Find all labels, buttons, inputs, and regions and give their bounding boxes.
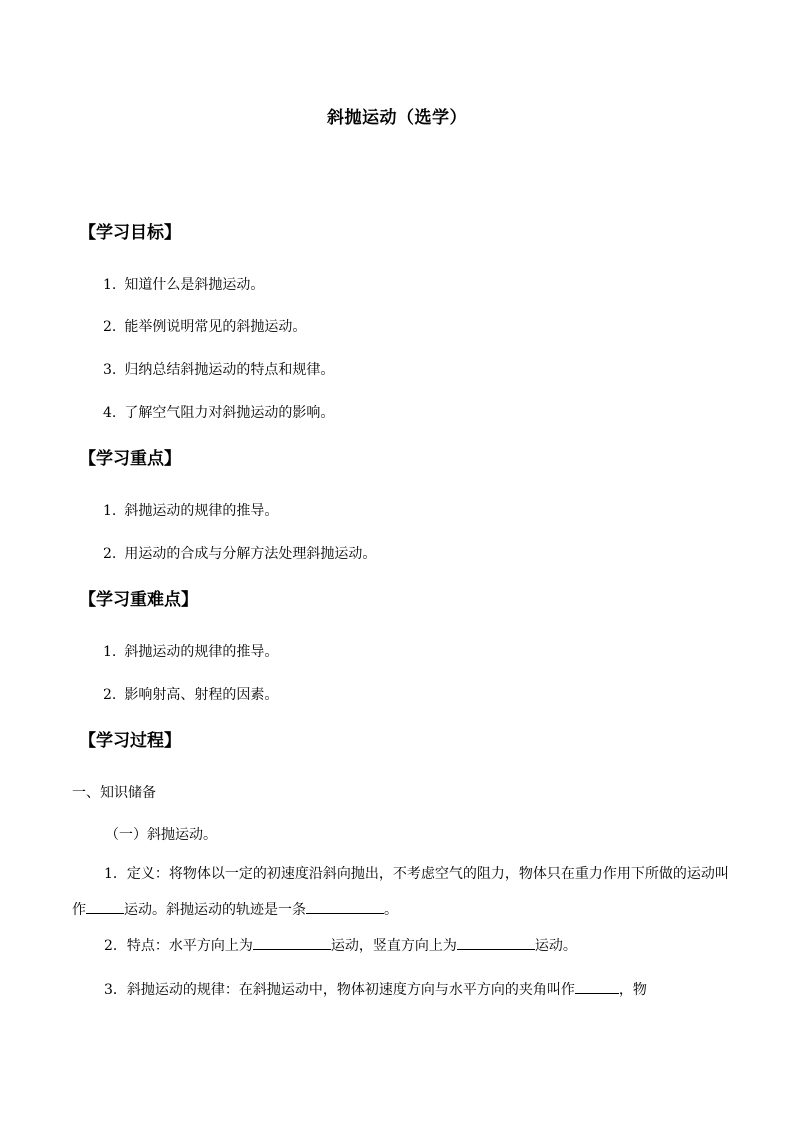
objective-item	[103, 316, 306, 336]
paragraph-text: 运动。	[534, 938, 577, 954]
item-text: 了解空气阻力对斜抛运动的影响。	[124, 405, 335, 421]
objective-item	[103, 359, 334, 379]
paragraph-text: 运动。斜抛运动的轨迹是一条	[124, 902, 306, 918]
paragraph-text: ，物	[618, 982, 647, 998]
fill-blank[interactable]	[306, 899, 384, 914]
paragraph-text: 1．定义：将物体以一定的初速度沿斜向抛出，不考虑空气的阻力，物体只在重力作用下所做的运动叫作	[72, 866, 729, 918]
difficult-point-item	[103, 684, 278, 704]
key-point-item	[103, 543, 376, 563]
section-knowledge-reserve: 一、知识储备	[72, 785, 156, 801]
difficult-points-heading: 【学习重难点】	[79, 590, 198, 610]
item-number: 4.	[103, 405, 117, 421]
subsection-oblique-projectile: （一）斜抛运动。	[105, 827, 217, 843]
paragraph-text: 。	[384, 902, 398, 918]
fill-blank[interactable]	[457, 935, 535, 950]
item-text: 知道什么是斜抛运动。	[124, 277, 265, 293]
paragraph-text: 3．斜抛运动的规律：在斜抛运动中，物体初速度方向与水平方向的夹角叫作	[104, 982, 575, 998]
item-number: 1.	[103, 644, 117, 660]
process-heading: 【学习过程】	[79, 731, 181, 751]
objective-item	[103, 402, 334, 422]
item-number: 2.	[103, 546, 117, 562]
item-text: 用运动的合成与分解方法处理斜抛运动。	[124, 546, 377, 562]
fill-blank[interactable]	[575, 979, 619, 994]
features-paragraph	[72, 928, 732, 964]
fill-blank[interactable]	[86, 899, 124, 914]
key-point-item	[103, 500, 278, 520]
item-number: 2.	[103, 319, 117, 335]
objectives-heading: 【学习目标】	[79, 223, 181, 243]
definition-paragraph	[72, 856, 732, 928]
fill-blank[interactable]	[253, 935, 331, 950]
item-number: 1.	[103, 277, 117, 293]
objective-item	[103, 274, 264, 294]
paragraph-text: 2．特点：水平方向上为	[104, 938, 253, 954]
paragraph-text: 运动，竖直方向上为	[330, 938, 457, 954]
item-number: 2.	[103, 687, 117, 703]
item-text: 能举例说明常见的斜抛运动。	[124, 319, 307, 335]
page-title: 斜抛运动（选学）	[327, 108, 467, 128]
item-text: 影响射高、射程的因素。	[124, 687, 279, 703]
item-text: 斜抛运动的规律的推导。	[124, 503, 279, 519]
difficult-point-item	[103, 641, 278, 661]
item-text: 斜抛运动的规律的推导。	[124, 644, 279, 660]
item-number: 3.	[103, 362, 117, 378]
key-points-heading: 【学习重点】	[79, 449, 181, 469]
item-number: 1.	[103, 503, 117, 519]
laws-paragraph	[72, 972, 732, 1008]
item-text: 归纳总结斜抛运动的特点和规律。	[124, 362, 335, 378]
